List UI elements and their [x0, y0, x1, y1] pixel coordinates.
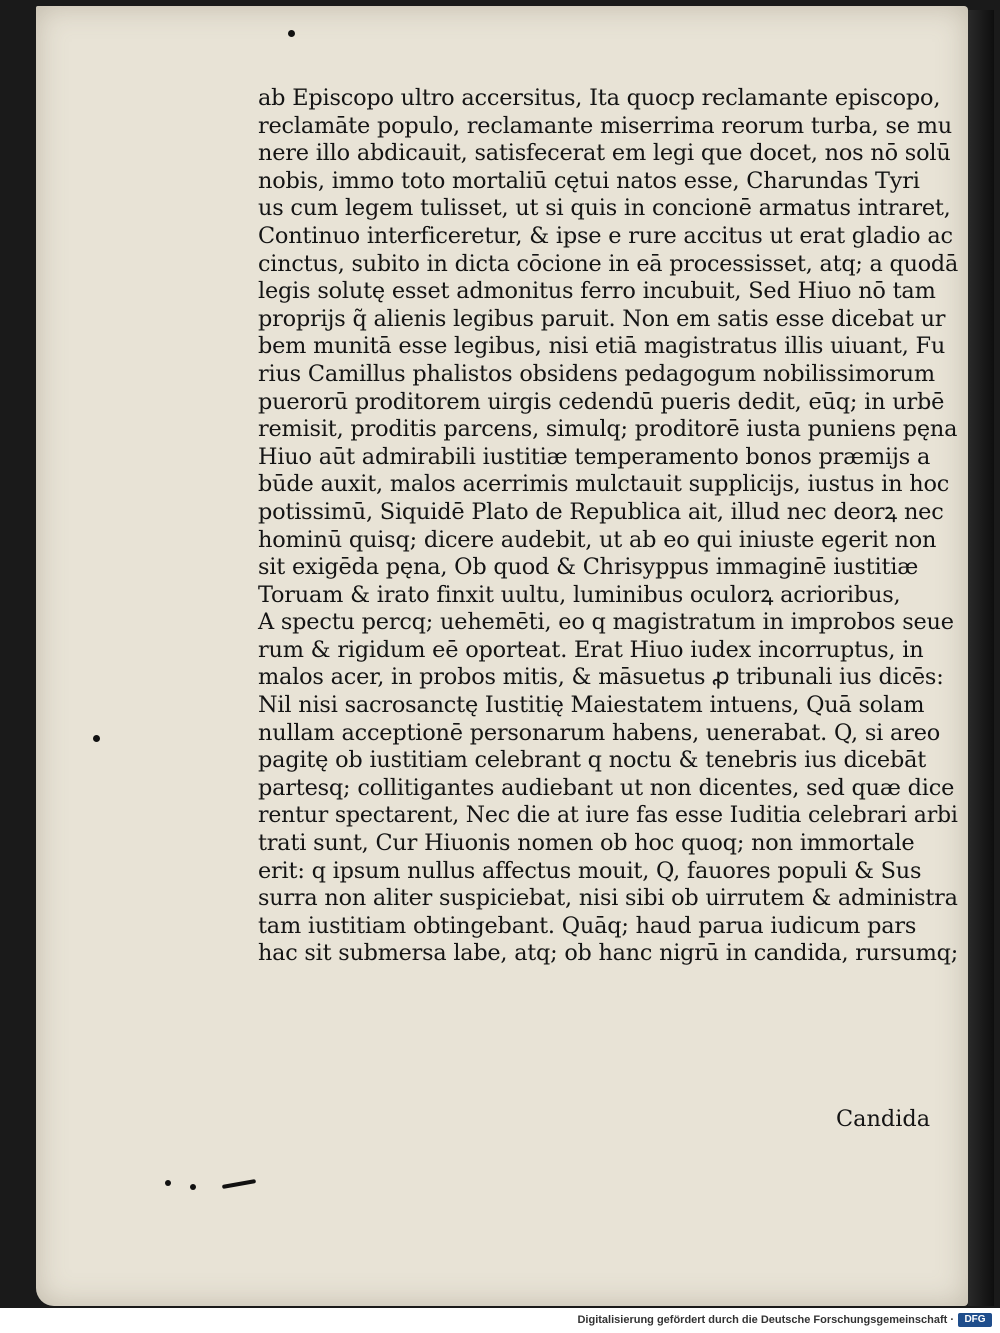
footer-bar — [0, 1308, 1000, 1333]
catchword: Candida — [836, 1106, 931, 1132]
ink-spot — [190, 1184, 196, 1190]
text-line: potissimū, Siquidē Plato de Republica ait, illud nec deorꝝ nec — [258, 498, 944, 525]
text-line: Hiuo aūt admirabili iustitiæ temperamento bonos præmijs a — [258, 443, 931, 470]
text-line: rum & rigidum eē oporteat. Erat Hiuo iudex incorruptus, in — [258, 636, 924, 663]
text-line: partesq; collitigantes audiebant ut non dicentes, sed quæ dice — [258, 774, 955, 801]
text-line: hac sit submersa labe, atq; ob hanc nigrū in candida, rursumq; — [258, 940, 959, 967]
text-line: A spectu percq; uehemēti, eo q magistratum in improbos seue — [258, 609, 954, 636]
text-line: hominū quisq; dicere audebit, ut ab eo qui iniuste egerit non — [258, 526, 937, 553]
text-line: Nil nisi sacrosanctę Iustitię Maiestatem intuens, Quā solam — [258, 692, 925, 719]
text-line: proprijs q̃ alienis legibus paruit. Non em satis esse dicebat ur — [258, 305, 946, 332]
text-line: ab Episcopo ultro accersitus, Ita quocp reclamante episcopo, — [258, 85, 941, 111]
text-line: nobis, immo toto mortaliū cętui natos esse, Charundas Tyri — [258, 167, 920, 194]
funding-credit: Digitalisierung gefördert durch die Deutsche Forschungsgemeinschaft · — [577, 1314, 954, 1326]
text-line: surra non aliter suspiciebat, nisi sibi ob uirrutem & administra — [258, 885, 958, 912]
text-line: rentur spectarent, Nec die at iure fas esse Iuditia celebrari arbi — [258, 802, 958, 829]
text-line: nullam acceptionē personarum habens, uenerabat. Q, si areo — [258, 719, 941, 746]
ink-spot — [288, 30, 295, 37]
text-line: puerorū proditorem uirgis cedendū pueris dedit, eūq; in urbē — [258, 388, 945, 415]
text-line: tam iustitiam obtingebant. Quāq; haud parua iudicum pars — [258, 912, 917, 939]
text-line: us cum legem tulisset, ut si quis in concionē armatus intraret, — [258, 195, 951, 222]
text-line: bem munitā esse legibus, nisi etiā magistratus illis uiuant, Fu — [258, 333, 946, 360]
dfg-logo: DFG — [958, 1313, 992, 1327]
text-line: malos acer, in probos mitis, & māsuetus ꝓ tribunali ius dicēs: — [258, 664, 944, 691]
book-edge — [968, 10, 994, 1306]
text-line: rius Camillus phalistos obsidens pedagogum nobilissimorum — [258, 360, 935, 387]
text-line: erit: q ipsum nullus affectus mouit, Q, fauores populi & Sus — [258, 857, 922, 884]
text-line: legis solutę esset admonitus ferro incubuit, Sed Hiuo nō tam — [258, 278, 936, 305]
ink-spot — [165, 1180, 171, 1186]
text-line: būde auxit, malos acerrimis mulctauit supplicijs, iustus in hoc — [258, 471, 950, 498]
text-line: sit exigēda pęna, Ob quod & Chrisyppus immaginē iustitiæ — [258, 554, 919, 581]
text-line: Continuo interficeretur, & ipse e rure accitus ut erat gladio ac — [258, 222, 953, 249]
text-line: Toruam & irato finxit uultu, luminibus oculorꝝ acrioribus, — [258, 581, 901, 608]
text-line: remisit, proditis parcens, simulq; proditorē iusta puniens pęna — [258, 416, 958, 443]
text-line: trati sunt, Cur Hiuonis nomen ob hoc quoq; non immortale — [258, 830, 915, 857]
text-line: reclamāte populo, reclamante miserrima reorum turba, se mu — [258, 112, 953, 139]
body-text — [258, 85, 958, 968]
ink-spot — [93, 735, 100, 742]
text-line: cinctus, subito in dicta cōcione in eā processisset, atq; a quodā — [258, 250, 959, 277]
text-line: nere illo abdicauit, satisfecerat em legi que docet, nos nō solū — [258, 140, 951, 167]
text-line: pagitę ob iustitiam celebrant q noctu & tenebris ius dicebāt — [258, 747, 927, 774]
